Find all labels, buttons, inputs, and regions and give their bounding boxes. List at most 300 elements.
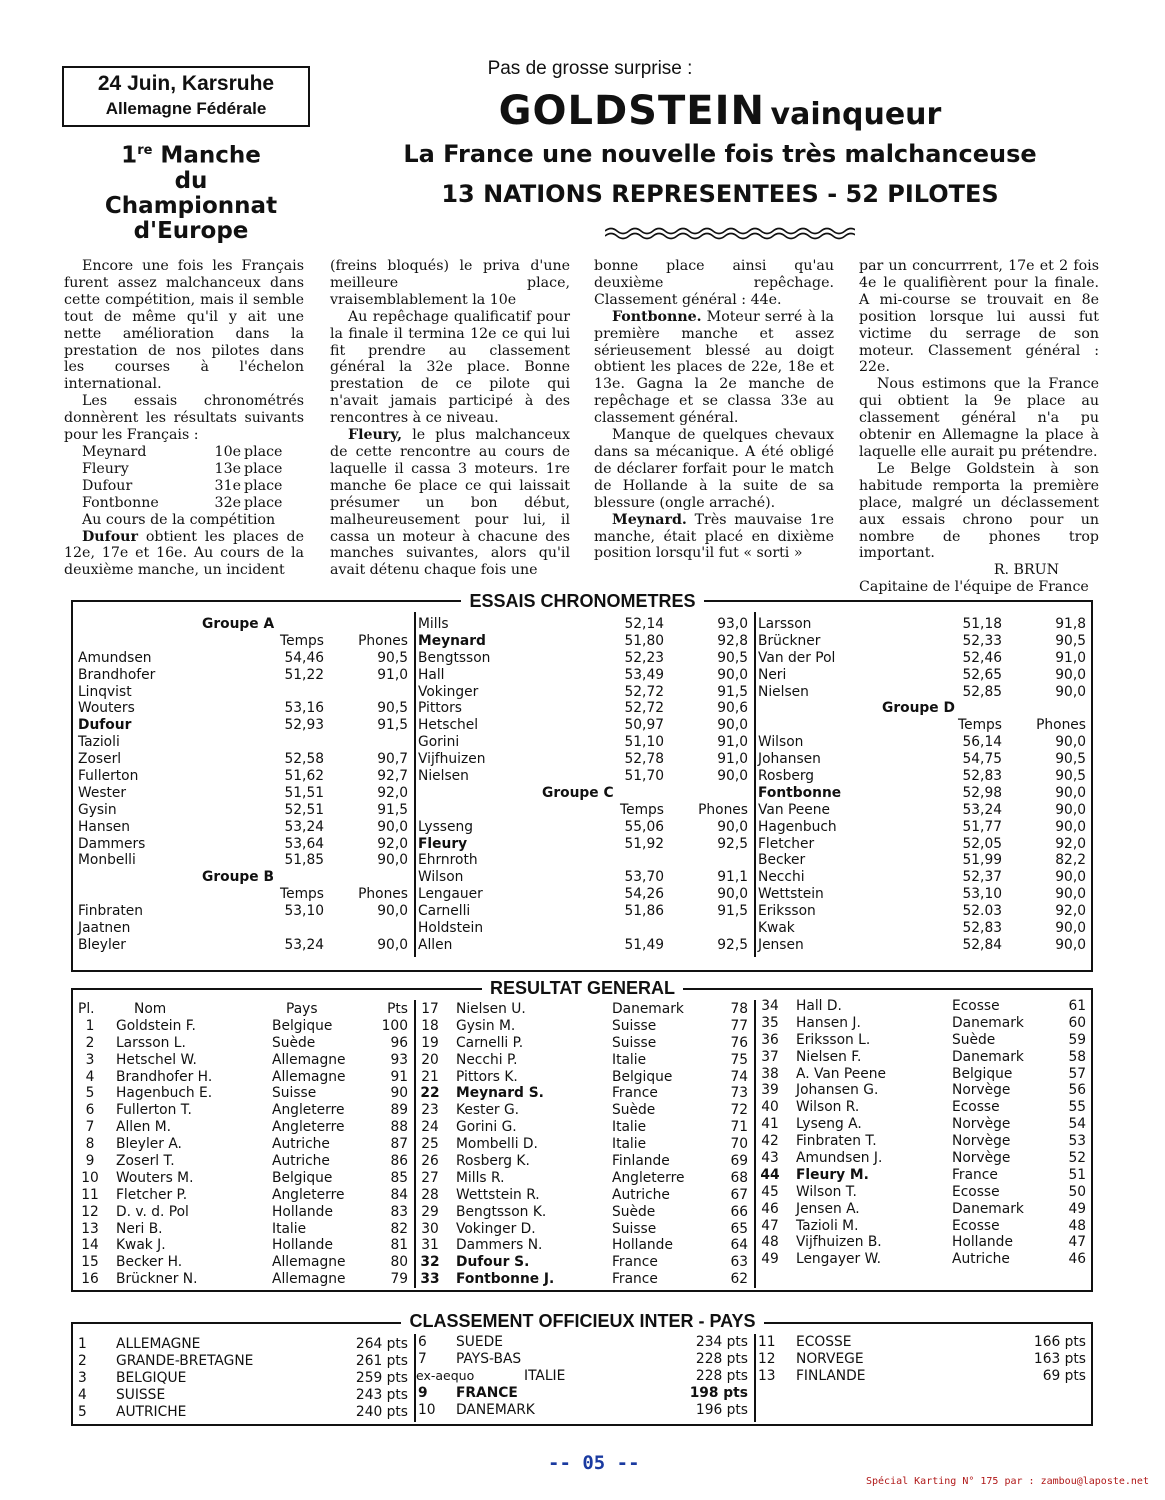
result-row bbox=[752, 1116, 1090, 1133]
place-number: 9 bbox=[85, 1153, 95, 1170]
paragraph: bonne place ainsi qu'au deuxième repêchage. Classement général : 44e. bbox=[594, 258, 834, 308]
essais-row bbox=[752, 937, 1090, 954]
headline-name: GOLDSTEIN bbox=[498, 88, 765, 134]
place-number: 31 bbox=[421, 1237, 439, 1254]
phones-value: 92,7 bbox=[377, 768, 408, 785]
nation-points: 69 pts bbox=[1042, 1367, 1086, 1384]
credit-line: Spécial Karting N° 175 par : zambou@laposte.net bbox=[866, 1476, 1149, 1487]
country: Autriche bbox=[952, 1251, 1010, 1268]
pilot-name: Nielsen U. bbox=[456, 1001, 526, 1017]
points: 75 bbox=[730, 1051, 748, 1068]
country: Hollande bbox=[612, 1237, 673, 1254]
pilot-name: Neri bbox=[758, 666, 787, 683]
pilot-name: Nielsen bbox=[758, 683, 809, 700]
lap-time: 53,70 bbox=[624, 869, 664, 886]
manche-line: 1re Manche bbox=[121, 142, 261, 169]
result-row bbox=[752, 1234, 1090, 1251]
country: Suisse bbox=[272, 1085, 317, 1102]
result-row bbox=[412, 1187, 752, 1204]
phones-value: 90,0 bbox=[1055, 936, 1086, 953]
place-number: 25 bbox=[421, 1136, 439, 1153]
points: 80 bbox=[390, 1254, 408, 1271]
points: 93 bbox=[390, 1051, 408, 1068]
paragraph: Au repêchage qualificatif pour la finale il termina 12e ce qui lui fit prendre au classement général la 32e place. Bonne prestation de ce pilote qui n'avait jamais participé à des rencontres à ce niveau. bbox=[330, 308, 570, 427]
country: Suède bbox=[612, 1102, 656, 1119]
essais-title bbox=[0, 591, 1165, 611]
pilot-name: Wilson R. bbox=[796, 1099, 860, 1116]
pilot-name: Rosberg K. bbox=[456, 1153, 530, 1170]
lap-time: 53,24 bbox=[284, 818, 324, 835]
country: Angleterre bbox=[272, 1102, 345, 1119]
paragraph: Les essais chronométrés donnèrent les résultats suivants pour les Français : bbox=[64, 393, 304, 444]
place-number: 29 bbox=[421, 1203, 439, 1220]
country: Autriche bbox=[612, 1186, 670, 1203]
phones-value: 90,0 bbox=[1055, 784, 1086, 801]
pilot-name: Kester G. bbox=[456, 1102, 520, 1119]
place-number: 44 bbox=[760, 1166, 780, 1183]
result-row bbox=[72, 1170, 412, 1187]
essais-row bbox=[412, 717, 752, 734]
points: 81 bbox=[390, 1237, 408, 1254]
place-number: 27 bbox=[421, 1169, 439, 1186]
pilot-name: Carnelli P. bbox=[456, 1034, 524, 1051]
points: 61 bbox=[1068, 998, 1086, 1014]
wave-divider bbox=[605, 226, 855, 240]
essais-row bbox=[72, 717, 412, 734]
points: 85 bbox=[390, 1169, 408, 1186]
pilot-place: 31e bbox=[214, 477, 241, 494]
phones-value: 90,0 bbox=[1055, 801, 1086, 818]
nation-row bbox=[412, 1385, 752, 1402]
pilot-name: Eriksson bbox=[758, 903, 816, 920]
lap-time: 51,62 bbox=[284, 768, 324, 785]
essais-row bbox=[412, 886, 752, 903]
result-row bbox=[412, 1170, 752, 1187]
points: 72 bbox=[730, 1102, 748, 1119]
lap-time: 56,14 bbox=[962, 734, 1002, 751]
resultat-col-2 bbox=[412, 1001, 752, 1288]
points: 62 bbox=[730, 1271, 748, 1288]
pilot-name: Nielsen F. bbox=[796, 1048, 862, 1065]
phones-value: 82,2 bbox=[1055, 852, 1086, 869]
country: Suède bbox=[272, 1034, 316, 1051]
essais-row bbox=[752, 836, 1090, 853]
pilot-name: Lengauer bbox=[418, 886, 483, 903]
lap-time: 52,98 bbox=[962, 784, 1002, 801]
nation-row bbox=[752, 1368, 1090, 1385]
country: Angleterre bbox=[612, 1169, 685, 1186]
pilot-name: Brandhofer bbox=[78, 666, 156, 683]
country: Autriche bbox=[272, 1136, 330, 1153]
phones-value: 90,5 bbox=[1055, 632, 1086, 649]
phones-value: 90,0 bbox=[1055, 734, 1086, 751]
points: 63 bbox=[730, 1254, 748, 1271]
phones-header: Phones bbox=[1036, 717, 1086, 734]
championship-title bbox=[60, 138, 322, 244]
result-row bbox=[72, 1187, 412, 1204]
result-row bbox=[412, 1254, 752, 1271]
nation-rank: 9 bbox=[418, 1384, 428, 1401]
result-row bbox=[72, 1221, 412, 1238]
result-row bbox=[412, 1204, 752, 1221]
essais-row bbox=[412, 852, 752, 869]
pilot-name: Wilson bbox=[418, 869, 464, 886]
nation-row bbox=[72, 1404, 412, 1421]
points: 83 bbox=[390, 1203, 408, 1220]
event-country: Allemagne Fédérale bbox=[105, 99, 267, 118]
pilot-bold: Dufour bbox=[82, 528, 138, 545]
result-row bbox=[412, 1035, 752, 1052]
phones-value: 90,5 bbox=[717, 649, 748, 666]
pilot-name: Larsson bbox=[758, 616, 812, 632]
lap-time: 53,10 bbox=[962, 886, 1002, 903]
pilot-name: Allen M. bbox=[116, 1119, 172, 1136]
nation-rank: ex-aequo bbox=[416, 1367, 475, 1383]
phones-value: 91,1 bbox=[717, 869, 748, 886]
pilot-name: Necchi bbox=[758, 869, 805, 886]
place-number: 23 bbox=[421, 1102, 439, 1119]
essais-row bbox=[72, 684, 412, 701]
essais-title-text: ESSAIS CHRONOMETRES bbox=[461, 591, 703, 611]
pilot-name: Gysin M. bbox=[456, 1017, 516, 1034]
nation-row bbox=[72, 1387, 412, 1404]
place-number: 33 bbox=[420, 1271, 440, 1288]
essais-row bbox=[412, 937, 752, 954]
pilot-bold: Fontbonne. bbox=[612, 308, 702, 325]
country: Danemark bbox=[952, 1014, 1024, 1031]
country: Allemagne bbox=[272, 1271, 346, 1288]
essais-row bbox=[72, 700, 412, 717]
phones-value: 90,5 bbox=[1055, 751, 1086, 768]
text: Moteur serré à la première manche et assez sérieusement blessé au doigt obtient les places de 22e, 18e et 13e. Gagna la 2e manche de repêchage et se classa 33e au classement général. bbox=[594, 308, 834, 427]
pilot-name: Rosberg bbox=[758, 768, 815, 785]
nation-points: 240 pts bbox=[355, 1403, 408, 1420]
phones-value: 90,0 bbox=[377, 818, 408, 835]
country: Hollande bbox=[272, 1237, 333, 1254]
paragraph bbox=[594, 512, 834, 563]
manche-line: Championnat bbox=[104, 192, 278, 219]
result-row bbox=[412, 1153, 752, 1170]
points: 79 bbox=[390, 1271, 408, 1288]
temps-header: Temps bbox=[280, 886, 324, 903]
pilot-name: Eriksson L. bbox=[796, 1031, 871, 1048]
place-number: 20 bbox=[421, 1051, 439, 1068]
lap-time: 52,93 bbox=[284, 717, 324, 734]
phones-value: 91,0 bbox=[377, 666, 408, 683]
event-date-place: 24 Juin, Karsruhe bbox=[97, 72, 275, 95]
essais-row bbox=[752, 684, 1090, 701]
pilot-name: Becker bbox=[758, 852, 806, 869]
result-row bbox=[72, 1035, 412, 1052]
result-row bbox=[72, 1119, 412, 1136]
pilot-name: Gorini bbox=[418, 734, 460, 751]
points: 87 bbox=[390, 1136, 408, 1153]
result-row bbox=[752, 1133, 1090, 1150]
country: Suisse bbox=[612, 1220, 657, 1237]
phones-value: 90,5 bbox=[377, 700, 408, 717]
lap-time: 52,37 bbox=[962, 869, 1002, 886]
pilot-name: Pittors K. bbox=[456, 1068, 518, 1085]
pilot-name: Van Peene bbox=[758, 801, 830, 818]
pilot-name: Mills R. bbox=[456, 1169, 505, 1186]
essais-row bbox=[412, 684, 752, 701]
pilot-name: Carnelli bbox=[418, 903, 471, 920]
lap-time: 51,51 bbox=[284, 784, 324, 801]
lap-time: 54,46 bbox=[284, 649, 324, 666]
country: Belgique bbox=[952, 1065, 1013, 1082]
place-number: 46 bbox=[761, 1200, 779, 1217]
essais-row bbox=[72, 667, 412, 684]
essais-row bbox=[412, 785, 752, 802]
phones-value: 92,8 bbox=[717, 632, 748, 649]
points: 59 bbox=[1068, 1031, 1086, 1048]
essais-row bbox=[412, 920, 752, 937]
place-number: 47 bbox=[761, 1217, 779, 1234]
nation-rank: 7 bbox=[418, 1350, 427, 1367]
place-word: place bbox=[244, 460, 283, 477]
nation-name: FINLANDE bbox=[796, 1367, 866, 1384]
pilot-name: Fleury bbox=[82, 460, 129, 477]
phones-value: 91,5 bbox=[717, 903, 748, 920]
country: Suisse bbox=[612, 1017, 657, 1034]
points: 55 bbox=[1068, 1099, 1086, 1116]
points: 69 bbox=[730, 1153, 748, 1170]
pilot-name: Fletcher P. bbox=[116, 1186, 188, 1203]
essais-row bbox=[72, 937, 412, 954]
pilot-name: Wouters bbox=[78, 700, 135, 717]
phones-value: 90,7 bbox=[377, 751, 408, 768]
nation-name: BELGIQUE bbox=[116, 1369, 187, 1386]
pilot-name: Larsson L. bbox=[116, 1034, 186, 1051]
pilot-name: Dufour S. bbox=[456, 1254, 530, 1271]
headline-word: vainqueur bbox=[770, 97, 942, 132]
result-row bbox=[72, 1018, 412, 1035]
country: Norvège bbox=[952, 1150, 1011, 1167]
place-number: 18 bbox=[421, 1017, 439, 1034]
pilot-name: Hagenbuch E. bbox=[116, 1085, 213, 1102]
phones-value: 92,0 bbox=[1055, 835, 1086, 852]
place-number: 19 bbox=[421, 1034, 439, 1051]
essais-row bbox=[752, 700, 1090, 717]
place-number: 26 bbox=[421, 1153, 439, 1170]
lap-time: 52,78 bbox=[624, 751, 664, 768]
nation-points: 261 pts bbox=[355, 1352, 408, 1369]
temps-header: Temps bbox=[280, 632, 324, 649]
essais-row bbox=[752, 734, 1090, 751]
points: 60 bbox=[1068, 1014, 1086, 1031]
place-number: 15 bbox=[81, 1254, 99, 1271]
nation-row bbox=[72, 1336, 412, 1353]
classement-col-3 bbox=[752, 1334, 1090, 1385]
essais-row bbox=[72, 734, 412, 751]
nation-points: 264 pts bbox=[355, 1336, 408, 1352]
pilot-name: Hetschel bbox=[418, 717, 479, 734]
points: 68 bbox=[730, 1169, 748, 1186]
lap-time: 51,22 bbox=[284, 666, 324, 683]
pilot-name: Dammers bbox=[78, 835, 146, 852]
lap-time: 54,75 bbox=[962, 751, 1002, 768]
phones-value: 90,0 bbox=[1055, 886, 1086, 903]
article-column-2 bbox=[330, 258, 570, 579]
result-row bbox=[72, 1085, 412, 1102]
points: 52 bbox=[1068, 1150, 1086, 1167]
pilot-name: Fleury bbox=[418, 835, 468, 852]
phones-header: Phones bbox=[358, 886, 408, 903]
essais-row bbox=[72, 903, 412, 920]
essais-row bbox=[752, 633, 1090, 650]
points: 90 bbox=[390, 1085, 408, 1102]
phones-value: 90,0 bbox=[717, 768, 748, 785]
place-number: 41 bbox=[761, 1116, 779, 1133]
points: 48 bbox=[1068, 1217, 1086, 1234]
essais-row bbox=[752, 886, 1090, 903]
result-row bbox=[72, 1069, 412, 1086]
essais-row bbox=[72, 836, 412, 853]
paragraph bbox=[330, 427, 570, 579]
lap-time: 52,65 bbox=[962, 666, 1002, 683]
essais-row bbox=[752, 616, 1090, 633]
lap-time: 53,16 bbox=[284, 700, 324, 717]
essais-row bbox=[412, 869, 752, 886]
phones-value: 90,0 bbox=[1055, 869, 1086, 886]
pilot-name: Nielsen bbox=[418, 768, 469, 785]
lap-time: 52,46 bbox=[962, 649, 1002, 666]
lap-time: 52,84 bbox=[962, 936, 1002, 953]
nation-name: ITALIE bbox=[524, 1367, 566, 1384]
lap-time: 55,06 bbox=[624, 818, 664, 835]
place-number: 37 bbox=[761, 1048, 779, 1065]
result-row bbox=[752, 998, 1090, 1015]
resultat-header-row bbox=[72, 1001, 412, 1018]
lap-time: 53,10 bbox=[284, 903, 324, 920]
pilot-name: Bleyler bbox=[78, 936, 126, 953]
essais-col-1 bbox=[72, 616, 412, 954]
result-row bbox=[72, 1102, 412, 1119]
result-row bbox=[412, 1271, 752, 1288]
country: Allemagne bbox=[272, 1051, 346, 1068]
pilot-name: Fleury M. bbox=[796, 1166, 869, 1183]
result-row bbox=[72, 1271, 412, 1288]
result-row bbox=[72, 1204, 412, 1221]
classement-col-2 bbox=[412, 1334, 752, 1418]
points: 67 bbox=[730, 1186, 748, 1203]
result-row bbox=[752, 1066, 1090, 1083]
lap-time: 51,10 bbox=[624, 734, 664, 751]
lap-time: 51,80 bbox=[624, 632, 664, 649]
result-row bbox=[412, 1001, 752, 1018]
place-number: 7 bbox=[85, 1119, 95, 1136]
pilot-place: 13e bbox=[214, 460, 241, 477]
points: 71 bbox=[730, 1119, 748, 1136]
country: Danemark bbox=[612, 1001, 684, 1017]
points: 51 bbox=[1068, 1166, 1086, 1183]
essais-row bbox=[752, 717, 1090, 734]
lap-time: 54,26 bbox=[624, 886, 664, 903]
pilot-name: Mills bbox=[418, 616, 449, 632]
pilot-name: Finbraten bbox=[78, 903, 144, 920]
nation-points: 259 pts bbox=[355, 1369, 408, 1386]
phones-header: Phones bbox=[358, 632, 408, 649]
country: Italie bbox=[272, 1220, 307, 1237]
phones-value: 91,5 bbox=[377, 717, 408, 734]
pilot-name: Tazioli bbox=[78, 734, 120, 751]
essais-row bbox=[752, 785, 1090, 802]
pilot-name: Lysseng bbox=[418, 818, 473, 835]
lap-time: 52.03 bbox=[962, 903, 1002, 920]
place-number: 16 bbox=[81, 1271, 99, 1288]
nation-row bbox=[412, 1351, 752, 1368]
french-qualifying-list bbox=[82, 444, 304, 512]
nation-rank: 13 bbox=[758, 1367, 776, 1384]
pilot-name: Bengtsson K. bbox=[456, 1203, 547, 1220]
group-label: Groupe C bbox=[542, 784, 614, 801]
lap-time: 52,72 bbox=[624, 700, 664, 717]
pilot-name: Meynard bbox=[418, 632, 486, 649]
essais-row bbox=[752, 903, 1090, 920]
paragraph: par un concurrrent, 17e et 2 fois 4e le qualifièrent pour la finale. A mi-course se trouvait en 8e position lorsque lui aussi fut victime du serrage de son moteur. Classement général : 22e. bbox=[859, 258, 1099, 376]
country: Italie bbox=[612, 1136, 647, 1153]
nation-row bbox=[72, 1370, 412, 1387]
essais-row bbox=[752, 751, 1090, 768]
nation-rank: 10 bbox=[418, 1401, 436, 1418]
pilot-name: Fletcher bbox=[758, 835, 815, 852]
nation-row bbox=[72, 1353, 412, 1370]
essais-row bbox=[72, 886, 412, 903]
nation-rank: 1 bbox=[78, 1336, 87, 1352]
phones-value: 92,0 bbox=[377, 835, 408, 852]
points: 49 bbox=[1068, 1200, 1086, 1217]
phones-value: 90,5 bbox=[377, 649, 408, 666]
pilot-name: Jensen A. bbox=[796, 1200, 860, 1217]
paragraph: Au cours de la compétition bbox=[82, 511, 276, 528]
result-row bbox=[752, 1150, 1090, 1167]
pilot-name: Wilson T. bbox=[796, 1183, 857, 1200]
signature-title: Capitaine de l'équipe de France bbox=[859, 579, 1089, 596]
pilot-name: Dammers N. bbox=[456, 1237, 543, 1254]
paragraph: Encore une fois les Français furent assez malchanceux dans cette compétition, mais il semble tout de même qu'il y ait une nette amélioration dans la prestation de nos pilotes dans les courses à l'échelon international. bbox=[64, 258, 304, 393]
text: obtient les places de 12e, 17e et 16e. Au cours de la deuxième manche, un incident bbox=[64, 528, 304, 579]
place-number: 28 bbox=[421, 1186, 439, 1203]
text: le plus malchanceux de cette rencontre au cours de laquelle il cassa 3 moteurs. 1re manche 6e place ce qui laissait présumer un bon début, malheureusement pour lui, il cassa un moteur à chacune des manches suivantes, alors qu'il avait détenu chaque fois une bbox=[330, 427, 570, 579]
pilot-name: Bleyler A. bbox=[116, 1136, 182, 1153]
pilot-name: Hall D. bbox=[796, 998, 842, 1014]
nation-row bbox=[412, 1402, 752, 1419]
place-number: 6 bbox=[85, 1102, 95, 1119]
points: 86 bbox=[390, 1153, 408, 1170]
nation-points: 243 pts bbox=[355, 1386, 408, 1403]
paragraph: Le Belge Goldstein à son habitude remporta la première place, malgré un déclassement aux essais chrono pour un nombre de phones trop important. bbox=[859, 460, 1099, 562]
country: France bbox=[612, 1271, 658, 1288]
phones-value: 90,0 bbox=[717, 717, 748, 734]
phones-value: 91,8 bbox=[1055, 616, 1086, 632]
pilot-name: Vokinger D. bbox=[456, 1220, 536, 1237]
place-number: 4 bbox=[85, 1068, 95, 1085]
country: France bbox=[612, 1085, 658, 1102]
pilot-name: D. v. d. Pol bbox=[116, 1203, 189, 1220]
lap-time: 53,24 bbox=[284, 936, 324, 953]
pilot-name: Becker H. bbox=[116, 1254, 183, 1271]
essais-row bbox=[72, 819, 412, 836]
nation-rank: 3 bbox=[78, 1369, 87, 1386]
nation-rank: 11 bbox=[758, 1334, 776, 1350]
essais-row bbox=[412, 819, 752, 836]
nation-rank: 5 bbox=[78, 1403, 87, 1420]
place-word: place bbox=[244, 443, 283, 460]
pilot-name: Hansen J. bbox=[796, 1014, 861, 1031]
essais-row bbox=[72, 650, 412, 667]
points: 76 bbox=[730, 1034, 748, 1051]
phones-value: 90,6 bbox=[717, 700, 748, 717]
